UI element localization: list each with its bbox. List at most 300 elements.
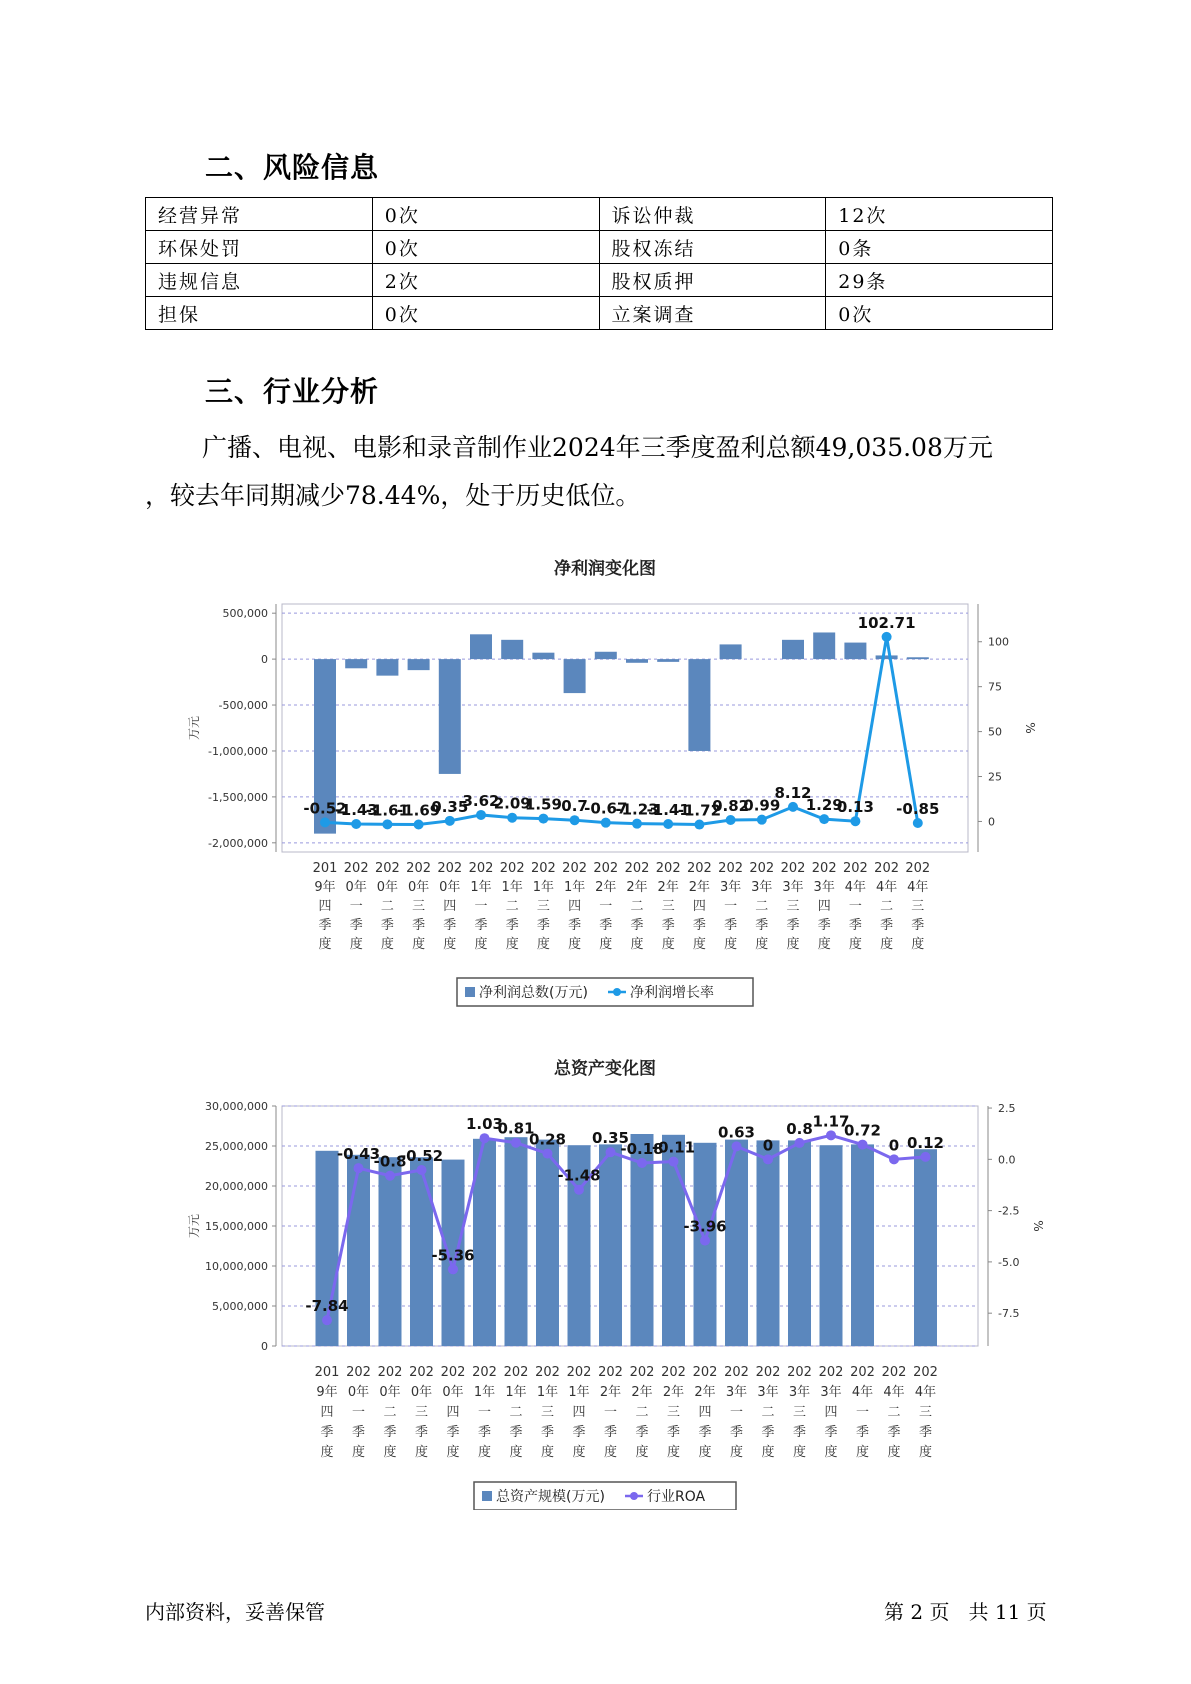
- bar: [379, 1157, 402, 1346]
- point-data-label: -3.96: [683, 1217, 727, 1236]
- x-axis-tick-label: 季: [568, 918, 582, 933]
- x-axis-tick-label: 二: [380, 899, 394, 914]
- x-axis-tick-label: 度: [724, 937, 738, 952]
- x-axis-tick-label: 2年: [694, 1385, 716, 1400]
- x-axis-tick-label: 一: [603, 1405, 618, 1420]
- x-axis-tick-label: 季: [911, 918, 925, 933]
- x-axis-tick-label: 度: [635, 1445, 649, 1460]
- x-axis-tick-label: 202: [692, 1365, 718, 1380]
- x-axis-tick-label: 度: [848, 937, 862, 952]
- left-axis-tick-label: 15,000,000: [205, 1220, 268, 1233]
- x-axis-tick-label: 0年: [442, 1385, 464, 1400]
- x-axis-tick-label: 202: [374, 861, 400, 876]
- x-axis-tick-label: 0年: [345, 880, 367, 895]
- point-data-label: -1.69: [396, 801, 441, 820]
- x-axis-tick-label: 度: [383, 1445, 397, 1460]
- point-data-label: 0.63: [717, 1123, 756, 1142]
- x-axis-tick-label: 季: [380, 918, 394, 933]
- line-point: [351, 819, 361, 829]
- line-point: [795, 1138, 805, 1148]
- x-axis-tick-label: 三: [911, 899, 925, 914]
- x-axis-tick-label: 季: [446, 1425, 460, 1440]
- x-axis-tick-label: 202: [818, 1365, 844, 1380]
- right-axis-tick-label: 75: [988, 680, 1002, 694]
- x-axis-tick-label: 度: [729, 1445, 744, 1460]
- point-data-label: 0.35: [431, 797, 469, 816]
- x-axis-tick-label: 202: [874, 861, 900, 876]
- x-axis-tick-label: 度: [887, 1445, 901, 1460]
- right-axis-label: %: [1031, 1220, 1045, 1232]
- x-axis-tick-label: 202: [598, 1365, 623, 1380]
- risk-table-row: [146, 231, 1053, 264]
- x-axis-tick-label: 一: [724, 899, 738, 914]
- risk-item-label: 诉讼仲裁: [599, 198, 826, 231]
- x-axis-tick-label: 202: [562, 861, 588, 876]
- line-point: [663, 819, 673, 829]
- point-data-label: 0: [762, 1136, 774, 1155]
- right-axis-tick-label: 0: [988, 815, 995, 829]
- x-axis-tick-label: 季: [599, 918, 613, 933]
- x-axis-tick-label: 202: [850, 1365, 875, 1380]
- x-axis-tick-label: 季: [724, 918, 738, 933]
- x-axis-tick-label: 度: [412, 937, 426, 952]
- x-axis-tick-label: 一: [349, 899, 363, 914]
- left-axis-tick-label: -2,000,000: [208, 836, 268, 850]
- x-axis-tick-label: 202: [409, 1365, 434, 1380]
- x-axis-tick-label: 202: [749, 861, 775, 876]
- x-axis-tick-label: 二: [383, 1405, 397, 1420]
- x-axis-tick-label: 三: [918, 1405, 933, 1420]
- x-axis-tick-label: 一: [477, 1405, 492, 1420]
- x-axis-tick-label: 202: [718, 861, 744, 876]
- bar: [757, 1140, 780, 1346]
- bar: [564, 659, 586, 693]
- left-axis-label: 万元: [187, 715, 201, 741]
- x-axis-tick-label: 度: [792, 1445, 807, 1460]
- bar: [410, 1157, 433, 1346]
- x-axis-tick-label: 202: [437, 861, 463, 876]
- x-axis-tick-label: 度: [880, 937, 894, 952]
- bar: [788, 1140, 811, 1346]
- x-axis-tick-label: 度: [761, 1445, 775, 1460]
- x-axis-tick-label: 季: [755, 918, 769, 933]
- x-axis-tick-label: 三: [540, 1405, 555, 1420]
- point-data-label: 0.28: [528, 1130, 567, 1149]
- x-axis-tick-label: 202: [881, 1365, 907, 1380]
- x-axis-tick-label: 2年: [688, 880, 711, 895]
- line-point: [543, 1149, 553, 1159]
- x-axis-tick-label: 3年: [782, 880, 804, 895]
- right-axis-tick-label: 100: [988, 635, 1009, 649]
- bar: [501, 640, 523, 659]
- line-point: [913, 818, 923, 828]
- left-axis-tick-label: 20,000,000: [205, 1180, 268, 1193]
- line-point: [511, 1138, 521, 1148]
- x-axis-tick-label: 9年: [314, 880, 336, 895]
- x-axis-tick-label: 度: [817, 937, 831, 952]
- x-axis-tick-label: 202: [406, 861, 432, 876]
- line-point: [700, 1236, 710, 1246]
- risk-item-label: 经营异常: [146, 198, 373, 231]
- line-point: [757, 815, 767, 825]
- line-point: [320, 817, 330, 827]
- bar: [820, 1145, 843, 1346]
- x-axis-tick-label: 四: [698, 1405, 712, 1420]
- x-axis-tick-label: 4年: [883, 1385, 905, 1400]
- x-axis-tick-label: 二: [761, 1405, 775, 1420]
- bar: [720, 644, 742, 659]
- point-data-label: 0.99: [743, 796, 781, 815]
- point-data-label: 0.35: [591, 1129, 630, 1148]
- left-axis-tick-label: -1,500,000: [208, 790, 268, 804]
- point-data-label: 0.12: [906, 1133, 945, 1152]
- x-axis-tick-label: 二: [880, 899, 894, 914]
- x-axis-tick-label: 4年: [914, 1385, 937, 1400]
- x-axis-tick-label: 度: [603, 1445, 618, 1460]
- x-axis-tick-label: 202: [530, 861, 556, 876]
- x-axis-tick-label: 度: [320, 1445, 334, 1460]
- point-data-label: 0.13: [836, 798, 874, 817]
- x-axis-tick-label: 季: [318, 918, 332, 933]
- risk-item-label: 环保处罚: [146, 231, 373, 264]
- right-axis-tick-label: 25: [988, 770, 1002, 784]
- x-axis-tick-label: 季: [474, 918, 488, 933]
- legend-bar-swatch: [482, 1491, 492, 1501]
- line-point: [507, 813, 517, 823]
- risk-item-label: 股权冻结: [599, 231, 826, 264]
- point-data-label: -0.67: [584, 799, 628, 818]
- point-data-label: -7.84: [305, 1297, 349, 1316]
- point-data-label: -0.8: [373, 1152, 407, 1171]
- x-axis-tick-label: 三: [661, 899, 675, 914]
- line-point: [574, 1185, 584, 1195]
- line-point: [322, 1315, 332, 1325]
- x-axis-tick-label: 3年: [820, 1385, 842, 1400]
- point-data-label: 1.03: [465, 1115, 504, 1134]
- line-point: [606, 1147, 616, 1157]
- line-point: [669, 1157, 679, 1167]
- bar: [914, 1149, 937, 1346]
- line-point: [850, 816, 860, 826]
- bar: [536, 1140, 559, 1346]
- x-axis-tick-label: 0年: [439, 880, 461, 895]
- summary-line-2: ，较去年同期减少78.44%，处于历史低位。: [145, 481, 641, 510]
- right-axis-tick-label: -2.5: [998, 1204, 1020, 1218]
- summary-line-1: 广播、电视、电影和录音制作业2024年三季度盈利总额49,035.08万元: [202, 433, 993, 462]
- line-point: [788, 802, 798, 812]
- line-point: [826, 1130, 836, 1140]
- x-axis-tick-label: 1年: [470, 880, 492, 895]
- bar: [408, 659, 430, 670]
- right-axis-tick-label: -5.0: [998, 1255, 1020, 1269]
- point-data-label: 1.29: [805, 796, 843, 815]
- line-point: [763, 1154, 773, 1164]
- x-axis-tick-label: 度: [414, 1445, 429, 1460]
- line-point: [601, 818, 611, 828]
- x-axis-tick-label: 度: [536, 937, 550, 952]
- x-axis-tick-label: 度: [630, 937, 644, 952]
- risk-item-label: 担保: [146, 297, 373, 330]
- point-data-label: -1.61: [365, 801, 410, 820]
- legend-bar-swatch: [465, 987, 475, 997]
- x-axis-tick-label: 二: [887, 1405, 901, 1420]
- x-axis-tick-label: 季: [848, 918, 862, 933]
- line-point: [385, 1171, 395, 1181]
- point-data-label: 3.62: [462, 791, 500, 810]
- x-axis-tick-label: 1年: [532, 880, 555, 895]
- point-data-label: 2.09: [493, 794, 531, 813]
- line-point: [382, 819, 392, 829]
- x-axis-tick-label: 度: [474, 937, 488, 952]
- x-axis-tick-label: 1年: [568, 1385, 590, 1400]
- bar: [599, 1144, 622, 1346]
- x-axis-tick-label: 0年: [376, 880, 399, 895]
- bar: [844, 643, 866, 660]
- point-data-label: 102.71: [857, 613, 916, 632]
- risk-item-value: 29条: [826, 264, 1053, 297]
- point-data-label: 0: [888, 1136, 900, 1155]
- footer-page-number: 第 2 页 共 11 页: [884, 1600, 1047, 1624]
- x-axis-tick-label: 季: [383, 1425, 397, 1440]
- risk-section-heading: 二、风险信息: [205, 151, 380, 184]
- x-axis-tick-label: 度: [380, 937, 394, 952]
- left-axis-tick-label: -1,000,000: [208, 744, 268, 758]
- x-axis-tick-label: 4年: [844, 880, 867, 895]
- x-axis-tick-label: 1年: [563, 880, 586, 895]
- risk-item-label: 立案调查: [599, 297, 826, 330]
- x-axis-tick-label: 4年: [875, 880, 898, 895]
- x-axis-tick-label: 202: [905, 861, 931, 876]
- x-axis-tick-label: 度: [509, 1445, 523, 1460]
- line-point: [414, 819, 424, 829]
- left-axis-tick-label: 30,000,000: [205, 1100, 268, 1113]
- legend-bar-label: 总资产规模(万元): [496, 1489, 605, 1505]
- x-axis-tick-label: 3年: [757, 1385, 779, 1400]
- x-axis-tick-label: 三: [786, 899, 800, 914]
- chart-title: 净利润变化图: [554, 559, 656, 579]
- x-axis-tick-label: 202: [499, 861, 525, 876]
- bar: [813, 632, 835, 659]
- line-point: [445, 816, 455, 826]
- bar: [347, 1155, 370, 1346]
- x-axis-tick-label: 季: [666, 1425, 681, 1440]
- legend-line-marker: [630, 1492, 638, 1500]
- legend-line-label: 净利润增长率: [630, 985, 714, 1001]
- bar: [688, 659, 710, 751]
- x-axis-tick-label: 季: [661, 918, 675, 933]
- line-point: [354, 1163, 364, 1173]
- x-axis-tick-label: 202: [377, 1365, 403, 1380]
- x-axis-tick-label: 202: [686, 861, 712, 876]
- x-axis-tick-label: 3年: [751, 880, 773, 895]
- x-axis-tick-label: 度: [755, 937, 769, 952]
- x-axis-tick-label: 2年: [657, 880, 679, 895]
- x-axis-tick-label: 度: [540, 1445, 555, 1460]
- x-axis-tick-label: 3年: [725, 1385, 748, 1400]
- x-axis-tick-label: 四: [320, 1405, 334, 1420]
- x-axis-tick-label: 季: [918, 1425, 933, 1440]
- x-axis-tick-label: 1年: [505, 1385, 527, 1400]
- point-data-label: -0.52: [303, 799, 347, 818]
- net-profit-chart: [0, 540, 1191, 1010]
- bar: [626, 659, 648, 663]
- bar: [657, 659, 679, 662]
- risk-item-value: 0条: [826, 231, 1053, 264]
- risk-table-row: [146, 297, 1053, 330]
- x-axis-tick-label: 季: [761, 1425, 775, 1440]
- x-axis-tick-label: 202: [624, 861, 650, 876]
- point-data-label: -0.18: [620, 1140, 664, 1159]
- x-axis-tick-label: 二: [635, 1405, 649, 1420]
- risk-item-value: 0次: [372, 198, 599, 231]
- x-axis-tick-label: 202: [811, 861, 837, 876]
- risk-item-value: 0次: [372, 231, 599, 264]
- x-axis-tick-label: 季: [792, 1425, 807, 1440]
- x-axis-tick-label: 三: [536, 899, 550, 914]
- x-axis-tick-label: 2年: [626, 880, 648, 895]
- risk-item-label: 股权质押: [599, 264, 826, 297]
- x-axis-tick-label: 9年: [316, 1385, 338, 1400]
- x-axis-tick-label: 2年: [631, 1385, 653, 1400]
- bar: [470, 634, 492, 659]
- x-axis-tick-label: 季: [729, 1425, 744, 1440]
- right-axis-tick-label: -7.5: [998, 1307, 1020, 1321]
- x-axis-tick-label: 季: [630, 918, 644, 933]
- point-data-label: 1.59: [524, 795, 562, 814]
- x-axis-tick-label: 四: [443, 899, 457, 914]
- left-axis-tick-label: 10,000,000: [205, 1260, 268, 1273]
- x-axis-tick-label: 度: [443, 937, 457, 952]
- x-axis-tick-label: 季: [414, 1425, 429, 1440]
- x-axis-tick-label: 0年: [347, 1385, 370, 1400]
- x-axis-tick-label: 二: [630, 899, 644, 914]
- legend-bar-label: 净利润总数(万元): [479, 985, 588, 1001]
- left-axis-tick-label: 500,000: [222, 607, 268, 621]
- x-axis-tick-label: 202: [535, 1365, 560, 1380]
- x-axis-tick-label: 季: [698, 1425, 712, 1440]
- x-axis-tick-label: 一: [474, 899, 488, 914]
- line-point: [637, 1158, 647, 1168]
- point-data-label: 8.12: [774, 783, 812, 802]
- left-axis-tick-label: 0: [261, 1340, 268, 1353]
- x-axis-tick-label: 季: [572, 1425, 586, 1440]
- industry-summary-paragraph: [145, 424, 1065, 520]
- x-axis-tick-label: 三: [666, 1405, 681, 1420]
- x-axis-tick-label: 201: [312, 861, 338, 876]
- x-axis-tick-label: 度: [351, 1445, 366, 1460]
- x-axis-tick-label: 二: [509, 1405, 523, 1420]
- point-data-label: 0.72: [843, 1121, 882, 1140]
- left-axis-tick-label: 0: [261, 653, 268, 667]
- legend-line-marker: [613, 988, 621, 996]
- x-axis-tick-label: 度: [692, 937, 706, 952]
- x-axis-tick-label: 2年: [595, 880, 617, 895]
- x-axis-tick-label: 一: [848, 899, 862, 914]
- x-axis-tick-label: 1年: [536, 1385, 559, 1400]
- line-point: [889, 1154, 899, 1164]
- x-axis-tick-label: 度: [824, 1445, 838, 1460]
- x-axis-tick-label: 度: [572, 1445, 586, 1460]
- x-axis-tick-label: 度: [661, 937, 675, 952]
- x-axis-tick-label: 季: [349, 918, 363, 933]
- line-point: [448, 1264, 458, 1274]
- right-axis-tick-label: 0.0: [998, 1153, 1016, 1167]
- left-axis-tick-label: 25,000,000: [205, 1140, 268, 1153]
- x-axis-tick-label: 度: [698, 1445, 712, 1460]
- point-data-label: 0.8: [786, 1119, 813, 1138]
- total-assets-chart: [0, 1040, 1191, 1510]
- x-axis-tick-label: 2年: [599, 1385, 622, 1400]
- left-axis-tick-label: 5,000,000: [212, 1300, 268, 1313]
- line-point: [726, 815, 736, 825]
- x-axis-tick-label: 202: [593, 861, 619, 876]
- x-axis-tick-label: 4年: [907, 880, 929, 895]
- risk-item-value: 12次: [826, 198, 1053, 231]
- bar: [595, 652, 617, 659]
- x-axis-tick-label: 度: [786, 937, 800, 952]
- x-axis-tick-label: 202: [724, 1365, 749, 1380]
- line-point: [570, 815, 580, 825]
- risk-item-value: 0次: [826, 297, 1053, 330]
- x-axis-tick-label: 202: [503, 1365, 529, 1380]
- line-point: [417, 1165, 427, 1175]
- point-data-label: -1.43: [334, 801, 378, 820]
- point-data-label: 0.7: [561, 797, 588, 816]
- x-axis-tick-label: 202: [346, 1365, 371, 1380]
- x-axis-tick-label: 202: [755, 1365, 781, 1380]
- point-data-label: 1.17: [812, 1112, 850, 1131]
- x-axis-tick-label: 一: [351, 1405, 366, 1420]
- risk-item-label: 违规信息: [146, 264, 373, 297]
- x-axis-tick-label: 度: [505, 937, 519, 952]
- x-axis-tick-label: 季: [412, 918, 426, 933]
- x-axis-tick-label: 季: [635, 1425, 649, 1440]
- x-axis-tick-label: 202: [780, 861, 806, 876]
- x-axis-tick-label: 二: [505, 899, 519, 914]
- bar: [505, 1137, 528, 1346]
- x-axis-tick-label: 度: [855, 1445, 870, 1460]
- line-point: [732, 1141, 742, 1151]
- x-axis-tick-label: 季: [509, 1425, 523, 1440]
- x-axis-tick-label: 0年: [410, 1385, 433, 1400]
- right-axis-tick-label: 50: [988, 725, 1002, 739]
- bar: [782, 640, 804, 659]
- x-axis-tick-label: 一: [855, 1405, 870, 1420]
- x-axis-tick-label: 四: [568, 899, 582, 914]
- x-axis-tick-label: 季: [320, 1425, 334, 1440]
- x-axis-tick-label: 度: [318, 937, 332, 952]
- footer-left: 内部资料，妥善保管: [145, 1600, 325, 1624]
- point-data-label: -0.43: [336, 1145, 381, 1164]
- x-axis-tick-label: 一: [729, 1405, 744, 1420]
- line-point: [632, 819, 642, 829]
- x-axis-tick-label: 季: [817, 918, 831, 933]
- point-data-label: -0.85: [896, 799, 940, 818]
- point-data-label: -0.11: [651, 1138, 696, 1157]
- point-data-label: -5.36: [431, 1246, 475, 1265]
- x-axis-tick-label: 四: [572, 1405, 586, 1420]
- point-data-label: 0.82: [712, 796, 750, 815]
- point-data-label: -1.23: [615, 800, 659, 819]
- x-axis-tick-label: 202: [343, 861, 369, 876]
- x-axis-tick-label: 四: [692, 899, 706, 914]
- x-axis-tick-label: 四: [817, 899, 831, 914]
- x-axis-tick-label: 季: [786, 918, 800, 933]
- x-axis-tick-label: 度: [446, 1445, 460, 1460]
- x-axis-tick-label: 202: [842, 861, 868, 876]
- bar: [532, 653, 554, 659]
- line-point: [882, 632, 892, 642]
